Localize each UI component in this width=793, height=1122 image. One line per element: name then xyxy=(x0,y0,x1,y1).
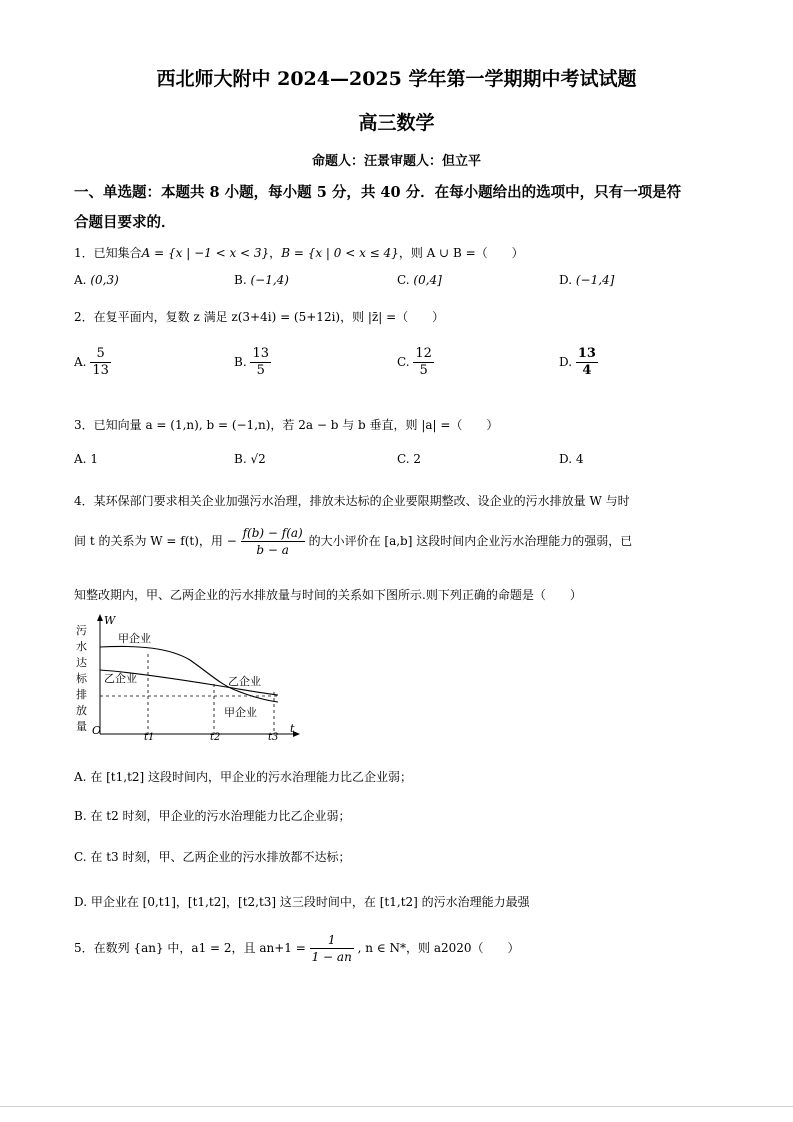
option-label: C. xyxy=(397,452,410,466)
y-title-char: 达 xyxy=(76,656,87,669)
fraction-denominator: 13 xyxy=(92,363,109,378)
q4-rate-fraction xyxy=(241,525,305,558)
option-label: C. xyxy=(397,273,410,287)
option-text: 甲企业在 [0,t1]，[t1,t2]，[t2,t3] 这三段时间中，在 [t1,t2] 的污水治理能力最强 xyxy=(90,895,530,909)
option-value: (0,3) xyxy=(90,273,119,287)
q4-option-a xyxy=(74,768,412,785)
y-title-char: 量 xyxy=(76,720,87,733)
question-2-stem: 2．在复平面内，复数 z 满足 z(3+4i) = (5+12i)，则 |z̄| =（ ） xyxy=(74,310,445,324)
curve-yi-label: 乙企业 xyxy=(104,672,137,685)
fraction-denominator: 4 xyxy=(582,363,592,378)
option-label: D. xyxy=(74,895,88,909)
y-title-char: 污 xyxy=(76,624,87,637)
option-label: D. xyxy=(559,452,573,466)
fraction-numerator: 13 xyxy=(577,346,596,361)
option-value: (0,4] xyxy=(413,273,442,287)
option-text: 在 [t1,t2] 这段时间内，甲企业的污水治理能力比乙企业弱； xyxy=(90,770,413,784)
option-fraction xyxy=(413,346,434,379)
question-5-stem xyxy=(74,932,520,965)
option-value: √2 xyxy=(250,452,266,466)
origin-label: O xyxy=(92,724,102,737)
section-heading-line1: 一、单选题：本题共 8 小题，每小题 5 分，共 40 分．在每小题给出的选项中，只有一项是符 xyxy=(74,184,682,201)
exam-authors: 命题人：汪景审题人：但立平 xyxy=(311,154,481,169)
option-label: C. xyxy=(397,355,410,369)
q3-option-a xyxy=(74,452,98,466)
q1-prefix: 1．已知集合 xyxy=(74,246,142,260)
option-label: A. xyxy=(74,273,87,287)
fraction-numerator: 5 xyxy=(90,346,111,363)
q1-option-b xyxy=(234,273,289,287)
exam-subtitle: 高三数学 xyxy=(358,112,435,134)
option-label: B. xyxy=(234,355,247,369)
q2-option-a xyxy=(74,346,111,379)
q1-option-c xyxy=(397,273,442,287)
q1-set-b: B = {x | 0 < x ≤ 4} xyxy=(281,246,399,260)
question-1-stem xyxy=(74,244,524,261)
option-label: B. xyxy=(234,452,247,466)
y-title-char: 放 xyxy=(76,704,87,717)
fraction-denominator: b − a xyxy=(256,543,289,557)
fraction-denominator: 1 − an xyxy=(311,950,352,964)
q4-line2-start: 间 t 的关系为 W = f(t)，用 − xyxy=(74,534,237,548)
q4-option-c xyxy=(74,848,351,865)
option-value: (−1,4) xyxy=(250,273,289,287)
question-4-line3: 知整改期内，甲、乙两企业的污水排放量与时间的关系如下图所示.则下列正确的命题是（ ） xyxy=(74,588,582,602)
option-label: A. xyxy=(74,355,87,369)
option-fraction xyxy=(576,346,598,379)
tick-t2: t2 xyxy=(210,732,221,742)
curve-jia-end-label: 甲企业 xyxy=(224,706,257,719)
page-bottom-rule xyxy=(0,1106,793,1107)
y-title-char: 排 xyxy=(76,688,87,701)
q1-sep: ， xyxy=(269,246,282,260)
q2-option-c xyxy=(397,346,434,379)
option-label: C. xyxy=(74,850,87,864)
question-4-line2 xyxy=(74,525,632,558)
fraction-numerator: 13 xyxy=(252,346,270,361)
option-fraction xyxy=(90,346,111,379)
question-3-stem: 3．已知向量 a = (1,n), b = (−1,n)，若 2a − b 与 b 垂直，则 |a| =（ ） xyxy=(74,418,499,432)
q1-tail: ，则 A ∪ B =（ ） xyxy=(398,246,524,260)
q5-recurrence-fraction xyxy=(310,932,354,965)
fraction-denominator: 5 xyxy=(419,363,428,378)
q1-set-a: A = {x | −1 < x < 3} xyxy=(141,246,270,260)
q3-option-c xyxy=(397,452,421,466)
option-value: 4 xyxy=(575,452,584,466)
y-axis-arrow-icon xyxy=(97,614,103,621)
option-text: 在 t2 时刻，甲企业的污水治理能力比乙企业弱； xyxy=(90,809,351,823)
exam-title: 西北师大附中 2024—2025 学年第一学期期中考试试题 xyxy=(156,68,637,90)
q4-option-d xyxy=(74,893,530,910)
fraction-denominator: 5 xyxy=(256,363,265,378)
curve-jia-label: 甲企业 xyxy=(118,632,151,645)
q4-line2-end: 的大小评价在 [a,b] 这段时间内企业污水治理能力的强弱，已 xyxy=(308,534,633,548)
option-label: D. xyxy=(559,355,573,369)
tick-t3: t3 xyxy=(268,732,279,742)
q3-option-b xyxy=(234,452,266,466)
q4-option-b xyxy=(74,807,351,824)
y-title-char: 标 xyxy=(76,672,87,685)
option-label: A. xyxy=(74,452,87,466)
tick-t1: t1 xyxy=(144,732,155,742)
q1-option-a xyxy=(74,273,119,287)
x-axis-label: t xyxy=(290,722,295,735)
q2-option-b xyxy=(234,346,271,379)
section-heading-line2: 合题目要求的． xyxy=(74,214,176,231)
option-value: 1 xyxy=(90,452,98,466)
y-axis-label: W xyxy=(104,614,116,627)
option-value: (−1,4] xyxy=(575,273,615,287)
pollution-graph xyxy=(70,612,310,742)
y-title-char: 水 xyxy=(76,640,87,653)
curve-yi-end-label: 乙企业 xyxy=(228,675,261,688)
option-value: 2 xyxy=(413,452,422,466)
fraction-numerator: 1 xyxy=(310,932,354,949)
q1-option-d xyxy=(559,273,614,287)
q5-stem-end: , n ∈ N*，则 a2020（ ） xyxy=(357,941,520,955)
option-fraction xyxy=(250,346,271,379)
q5-stem-start: 5．在数列 {an} 中，a1 = 2，且 an+1 = xyxy=(74,941,306,955)
q2-option-d xyxy=(559,346,598,379)
option-label: B. xyxy=(234,273,247,287)
q3-option-d xyxy=(559,452,583,466)
option-label: D. xyxy=(559,273,573,287)
question-4-line1: 4．某环保部门要求相关企业加强污水治理，排放未达标的企业要限期整改、设企业的污水排放量 W 与时 xyxy=(74,494,630,508)
option-text: 在 t3 时刻，甲、乙两企业的污水排放都不达标； xyxy=(90,850,351,864)
fraction-numerator: f(b) − f(a) xyxy=(242,526,303,540)
option-label: B. xyxy=(74,809,87,823)
fraction-numerator: 12 xyxy=(415,346,432,361)
option-label: A. xyxy=(74,770,87,784)
